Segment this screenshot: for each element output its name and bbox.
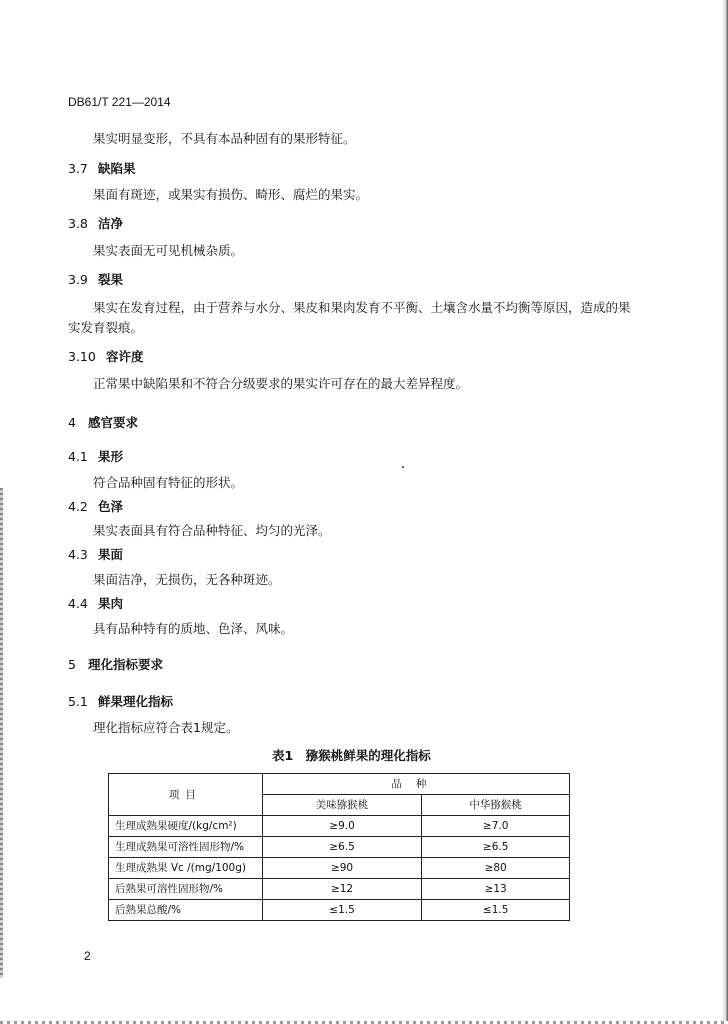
paragraph: 果实在发育过程，由于营养与水分、果皮和果肉发育不平衡、土壤含水量不均衡等原因，造成的果 <box>93 300 631 315</box>
section-heading-5-1 <box>68 692 173 710</box>
table-header-row <box>109 774 570 795</box>
row-label: 生理成熟果 Vc /(mg/100g) <box>109 858 263 879</box>
scan-edge-left <box>0 488 3 978</box>
section-heading-4 <box>68 413 138 431</box>
header-item: 项目 <box>109 774 263 816</box>
section-title: 感官要求 <box>88 415 139 430</box>
paragraph-continuation: 实发育裂痕。 <box>68 320 144 335</box>
section-number: 4.3 <box>68 547 88 562</box>
section-number: 3.9 <box>68 272 88 287</box>
section-title: 果形 <box>98 449 124 464</box>
section-number: 4.1 <box>68 449 88 464</box>
paragraph: 理化指标应符合表1规定。 <box>93 720 239 735</box>
table-cell: ≥12 <box>262 879 422 900</box>
table-cell: ≤1.5 <box>422 900 570 921</box>
table-row <box>109 816 570 837</box>
section-title: 裂果 <box>98 272 124 287</box>
table-cell: ≥90 <box>262 858 422 879</box>
page-number: 2 <box>84 949 91 963</box>
section-heading-3-8 <box>68 214 123 232</box>
section-number: 4.4 <box>68 596 88 611</box>
table-row <box>109 879 570 900</box>
column-header: 中华猕猴桃 <box>422 795 570 816</box>
section-number: 5.1 <box>68 694 88 709</box>
paragraph: 果实表面具有符合品种特征、均匀的光泽。 <box>93 523 331 538</box>
section-heading-4-3 <box>68 545 123 563</box>
column-header: 美味猕猴桃 <box>262 795 422 816</box>
physicochemical-table <box>108 773 570 921</box>
paragraph: 果实明显变形，不具有本品种固有的果形特征。 <box>93 131 356 146</box>
table-caption: 表1 猕猴桃鲜果的理化指标 <box>272 748 431 763</box>
section-number: 4.2 <box>68 499 88 514</box>
paragraph: 果实表面无可见机械杂质。 <box>93 243 244 258</box>
paragraph: 具有品种特有的质地、色泽、风味。 <box>93 621 294 636</box>
scan-speck <box>402 466 404 468</box>
section-number: 5 <box>68 657 76 672</box>
table-cell: ≥13 <box>422 879 570 900</box>
row-label: 后熟果可溶性固形物/% <box>109 879 263 900</box>
section-number: 3.8 <box>68 216 88 231</box>
table-cell: ≥80 <box>422 858 570 879</box>
row-label: 生理成熟果硬度/(kg/cm²) <box>109 816 263 837</box>
section-heading-5 <box>68 655 163 673</box>
paragraph: 果面洁净，无损伤，无各种斑迹。 <box>93 572 281 587</box>
table-cell: ≤1.5 <box>262 900 422 921</box>
section-number: 3.7 <box>68 161 88 176</box>
section-heading-3-7 <box>68 159 136 177</box>
section-title: 缺陷果 <box>98 161 136 176</box>
paragraph: 果面有斑迹，或果实有损伤、畸形、腐烂的果实。 <box>93 187 369 202</box>
table-cell: ≥6.5 <box>422 837 570 858</box>
document-id: DB61/T 221—2014 <box>68 95 171 109</box>
table-row <box>109 837 570 858</box>
section-number: 3.10 <box>68 349 96 364</box>
section-title: 果面 <box>98 547 124 562</box>
table-cell: ≥6.5 <box>262 837 422 858</box>
section-title: 色泽 <box>98 499 124 514</box>
table-cell: ≥7.0 <box>422 816 570 837</box>
paragraph: 符合品种固有特征的形状。 <box>93 475 244 490</box>
scan-edge-right <box>722 0 728 1024</box>
section-heading-4-4 <box>68 594 123 612</box>
section-title: 果肉 <box>98 596 124 611</box>
section-heading-3-9 <box>68 270 123 288</box>
row-label: 后熟果总酸/% <box>109 900 263 921</box>
table-cell: ≥9.0 <box>262 816 422 837</box>
paragraph: 正常果中缺陷果和不符合分级要求的果实许可存在的最大差异程度。 <box>93 376 469 391</box>
section-heading-3-10 <box>68 347 144 365</box>
section-title: 洁净 <box>98 216 124 231</box>
section-title: 鲜果理化指标 <box>98 694 174 709</box>
table-row <box>109 858 570 879</box>
section-heading-4-2 <box>68 497 123 515</box>
header-species: 品种 <box>262 774 569 795</box>
section-title: 理化指标要求 <box>88 657 164 672</box>
table-row <box>109 900 570 921</box>
section-title: 容许度 <box>106 349 144 364</box>
section-heading-4-1 <box>68 447 123 465</box>
row-label: 生理成熟果可溶性固形物/% <box>109 837 263 858</box>
section-number: 4 <box>68 415 76 430</box>
